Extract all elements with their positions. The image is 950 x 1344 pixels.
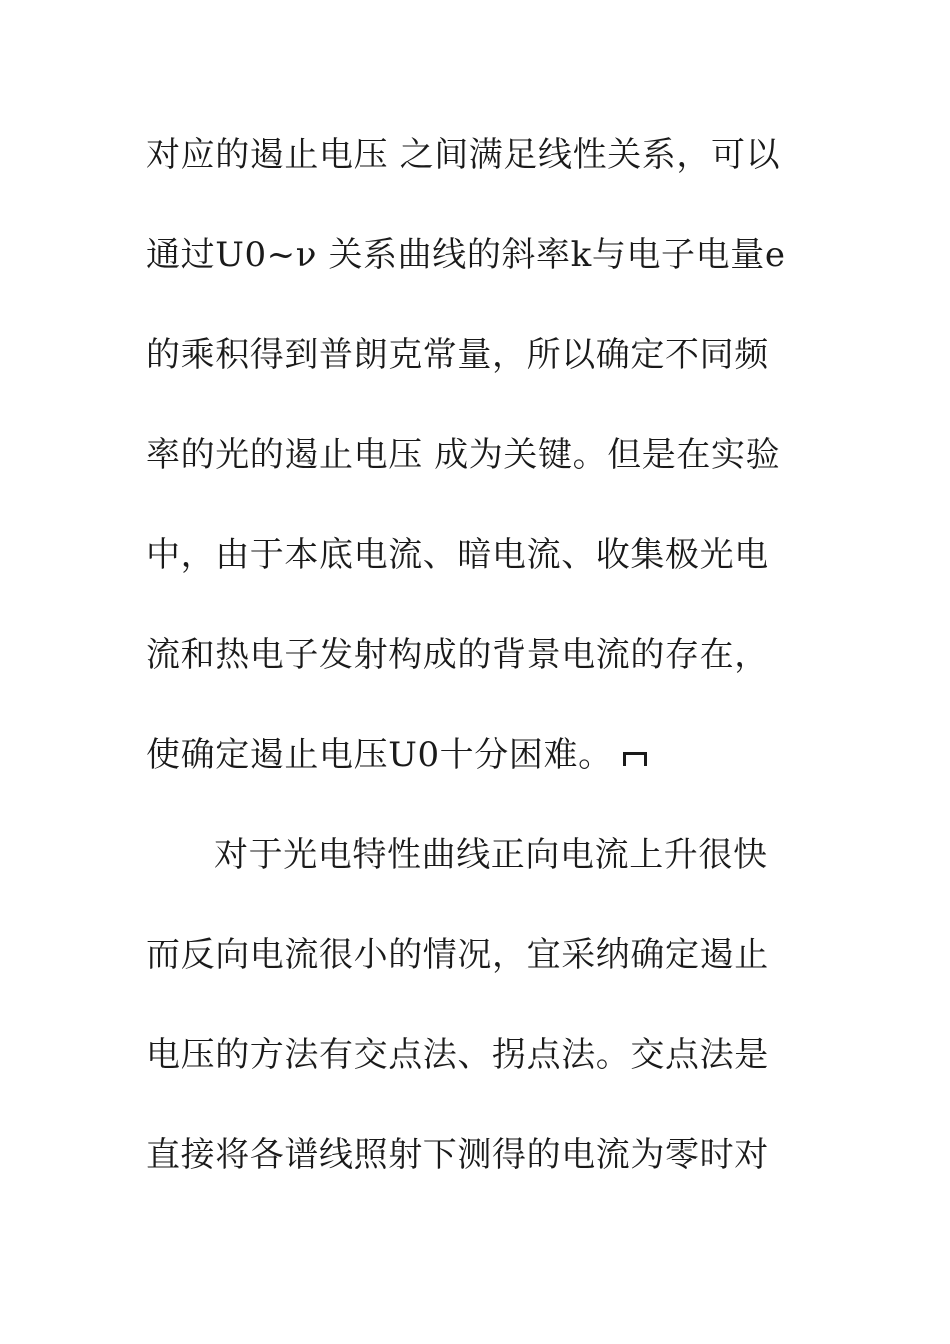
paragraph-line: 的乘积得到普朗克常量，所以确定不同频 bbox=[146, 335, 769, 375]
paragraph-line: 通过U0~ν 关系曲线的斜率k与电子电量e bbox=[146, 235, 786, 275]
paragraph-line: 流和热电子发射构成的背景电流的存在， bbox=[146, 635, 769, 675]
paragraph-line: 对应的遏止电压 之间满足线性关系，可以 bbox=[146, 135, 781, 175]
paragraph-line: 直接将各谱线照射下测得的电流为零时对 bbox=[146, 1135, 769, 1175]
paragraph-line: 中，由于本底电流、暗电流、收集极光电 bbox=[146, 535, 769, 575]
paragraph-line-text: 使确定遏止电压U0十分困难。 bbox=[146, 735, 613, 775]
paragraph-line: 对于光电特性曲线正向电流上升很快 bbox=[214, 835, 768, 875]
paragraph-line: 电压的方法有交点法、拐点法。交点法是 bbox=[146, 1035, 769, 1075]
paragraph-line: 率的光的遏止电压 成为关键。但是在实验 bbox=[146, 435, 781, 475]
bracket-mark-icon bbox=[623, 748, 649, 770]
paragraph-line-last bbox=[146, 733, 649, 777]
paragraph-line: 而反向电流很小的情况，宜采纳确定遏止 bbox=[146, 935, 769, 975]
